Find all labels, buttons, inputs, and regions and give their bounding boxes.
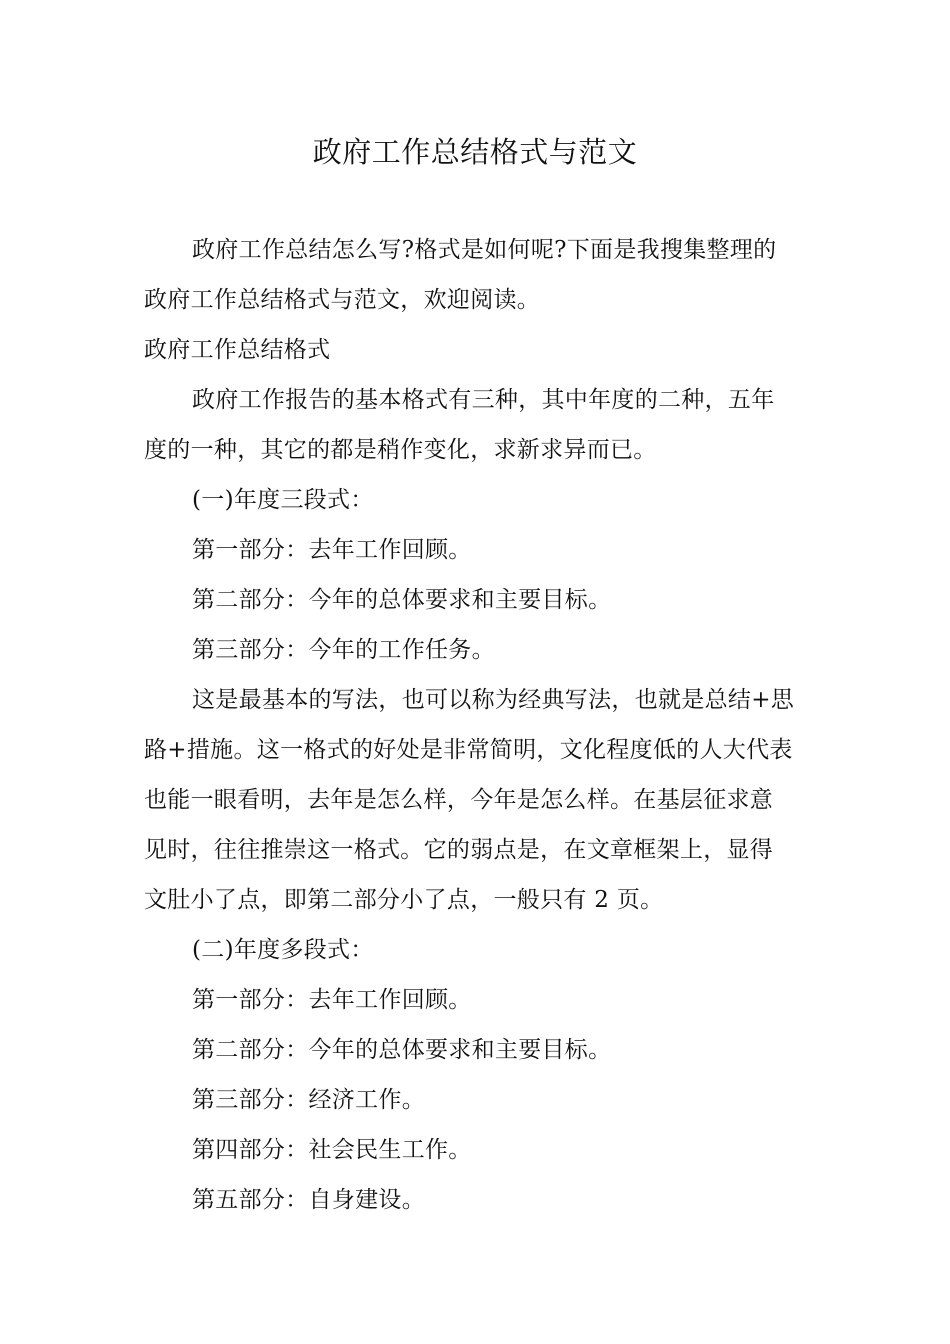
paragraph-line: 度的一种，其它的都是稍作变化，求新求异而已。 <box>144 437 657 463</box>
paragraph-line: (一)年度三段式： <box>192 487 374 513</box>
paragraph-line: 政府工作报告的基本格式有三种，其中年度的二种，五年 <box>192 387 775 413</box>
document-title: 政府工作总结格式与范文 <box>312 135 638 169</box>
paragraph-line: 也能一眼看明，去年是怎么样，今年是怎么样。在基层征求意 <box>144 787 774 813</box>
paragraph-line: 政府工作总结格式 <box>144 337 331 363</box>
paragraph-line: 第二部分：今年的总体要求和主要目标。 <box>192 587 612 613</box>
paragraph <box>144 525 808 575</box>
paragraph <box>144 225 808 325</box>
paragraph <box>144 1175 808 1225</box>
paragraph-line: 第三部分：经济工作。 <box>192 1087 425 1113</box>
paragraph-line: 路+措施。这一格式的好处是非常简明，文化程度低的人大代表 <box>144 737 793 763</box>
paragraph <box>144 675 808 925</box>
paragraph-line: 政府工作总结格式与范文，欢迎阅读。 <box>144 287 541 313</box>
paragraph-line: 第三部分：今年的工作任务。 <box>192 637 495 663</box>
paragraph-line: 第二部分：今年的总体要求和主要目标。 <box>192 1037 612 1063</box>
paragraph <box>144 375 808 475</box>
paragraph-line: 见时，往往推崇这一格式。它的弱点是，在文章框架上，显得 <box>144 837 774 863</box>
paragraph <box>144 925 808 975</box>
paragraph <box>144 575 808 625</box>
paragraph-line: 第四部分：社会民生工作。 <box>192 1137 472 1163</box>
paragraph-line: 第五部分：自身建设。 <box>192 1187 425 1213</box>
paragraph-line: 文肚小了点，即第二部分小了点，一般只有 2 页。 <box>144 887 664 913</box>
paragraph <box>144 625 808 675</box>
paragraph <box>144 1125 808 1175</box>
document-body <box>144 225 808 1225</box>
paragraph <box>144 1025 808 1075</box>
paragraph <box>144 325 808 375</box>
paragraph <box>144 975 808 1025</box>
paragraph-line: 第一部分：去年工作回顾。 <box>192 987 472 1013</box>
paragraph <box>144 475 808 525</box>
paragraph <box>144 1075 808 1125</box>
paragraph-line: 第一部分：去年工作回顾。 <box>192 537 472 563</box>
paragraph-line: 这是最基本的写法，也可以称为经典写法，也就是总结+思 <box>192 687 795 713</box>
paragraph-line: (二)年度多段式： <box>192 937 374 963</box>
paragraph-line: 政府工作总结怎么写?格式是如何呢?下面是我搜集整理的 <box>192 237 777 263</box>
